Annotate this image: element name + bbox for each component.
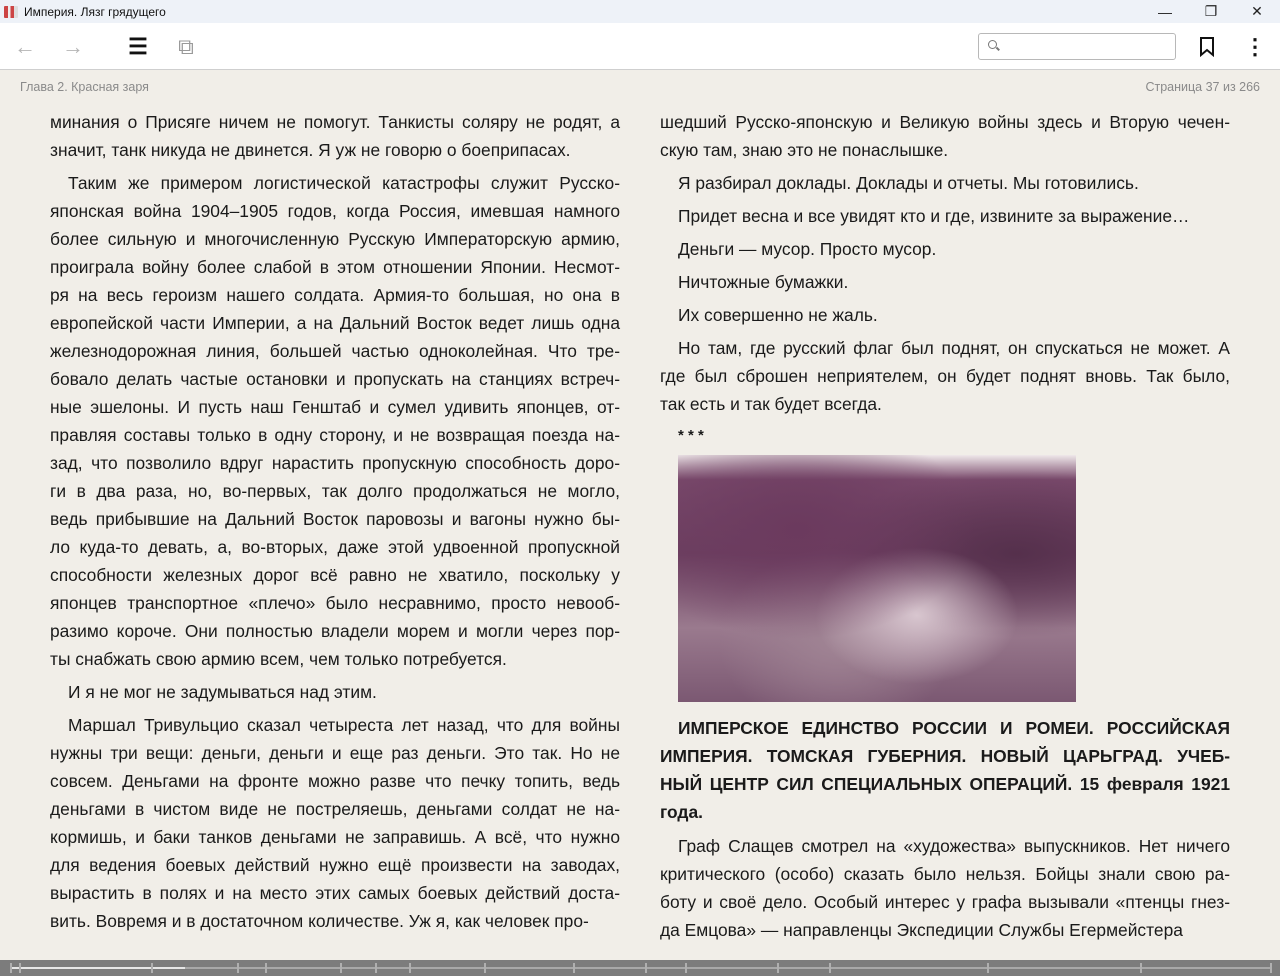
text-line: ты снабжать свою армию всем, чем только потребуется. bbox=[50, 649, 507, 669]
chapter-marker[interactable] bbox=[987, 963, 989, 973]
text-line: шедший Русско-японскую и Великую войны здесь и Вторую чечен- bbox=[660, 112, 1230, 132]
back-arrow-icon[interactable]: ← bbox=[14, 33, 36, 59]
paragraph bbox=[50, 678, 620, 706]
text-line: ло куда-то девать, а, во-вторых, даже этой удвоенной пропускной bbox=[50, 537, 620, 557]
paragraph bbox=[660, 169, 1230, 197]
text-line: ные эшелоны. И пусть наш Генштаб и сумел удивить японцев, от- bbox=[50, 397, 620, 417]
text-line: ря на весь героизм нашего солдата. Армия-то большая, но она в bbox=[50, 285, 620, 305]
chapter-marker[interactable] bbox=[573, 963, 575, 973]
left-page-column bbox=[50, 108, 620, 940]
progress-track bbox=[10, 967, 1270, 969]
forward-arrow-icon[interactable]: → bbox=[62, 33, 84, 59]
text-line: Но там, где русский флаг был поднят, он спускаться не может. А bbox=[678, 338, 1230, 358]
paragraph bbox=[50, 108, 620, 164]
text-line: разимо короче. Они полностью владели морем и могли через пор- bbox=[50, 621, 620, 641]
text-line: совсем. Деньгами на фронте можно разве что печку топить, ведь bbox=[50, 771, 620, 791]
text-line: Маршал Тривульцио сказал четыреста лет назад, что для войны bbox=[68, 715, 620, 735]
text-line: минания о Присяге ничем не помогут. Танкисты соляру не родят, а bbox=[50, 112, 620, 132]
chapter-marker[interactable] bbox=[685, 963, 687, 973]
text-line: где был сброшен неприятелем, он будет поднят вновь. Так было, bbox=[660, 366, 1230, 386]
paragraph bbox=[660, 832, 1230, 944]
bookmark-button[interactable] bbox=[1192, 23, 1222, 70]
search-box[interactable] bbox=[978, 33, 1176, 60]
chapter-marker[interactable] bbox=[19, 963, 21, 973]
text-line: Придет весна и все увидят кто и где, извините за выражение… bbox=[678, 206, 1190, 226]
chapter-marker[interactable] bbox=[645, 963, 647, 973]
text-line: способности железных дорог всё равно не хватило, поскольку у bbox=[50, 565, 620, 585]
heading-line: НЫЙ ЦЕНТР СИЛ СПЕЦИАЛЬНЫХ ОПЕРАЦИЙ. 15 февраля 1921 bbox=[660, 774, 1230, 794]
paragraph bbox=[50, 711, 620, 935]
section-heading bbox=[660, 714, 1230, 826]
heading-line: ИМПЕРИЯ. ТОМСКАЯ ГУБЕРНИЯ. НОВЫЙ ЦАРЬГРАД. УЧЕБ- bbox=[660, 746, 1230, 766]
text-line: кормишь, и баки танков деньгами не заправишь. А всё, что нужно bbox=[50, 827, 620, 847]
paragraph bbox=[660, 202, 1230, 230]
chapter-marker[interactable] bbox=[1270, 963, 1272, 973]
chapter-title: Глава 2. Красная заря bbox=[20, 80, 149, 94]
more-menu-icon[interactable]: ⋮ bbox=[1244, 33, 1266, 59]
text-line: вырастить в полях и на место этих самых боевых действий доста- bbox=[50, 883, 620, 903]
text-line: европейской части Империи, а на Дальний Восток ведет лишь одна bbox=[50, 313, 620, 333]
text-line: Граф Слащев смотрел на «художества» выпускников. Нет ничего bbox=[678, 836, 1230, 856]
chapter-marker[interactable] bbox=[777, 963, 779, 973]
text-line: скую там, знаю это не понаслышке. bbox=[660, 140, 949, 160]
text-line: вить. Вовремя и в достаточном количестве. Уж я, как человек про- bbox=[50, 911, 589, 931]
text-line: да Емцова» — направленцы Экспедиции Службы Егермейстера bbox=[660, 920, 1183, 940]
chapter-marker[interactable] bbox=[409, 963, 411, 973]
text-line: нужны три вещи: деньги, деньги и еще раз деньги. Это так. Но не bbox=[50, 743, 620, 763]
paragraph bbox=[660, 268, 1230, 296]
text-line: критического (особо) сказать было нельзя. Бойцы знали свою ра- bbox=[660, 864, 1230, 884]
bookmarks-list-icon[interactable]: ⧉ bbox=[178, 33, 194, 59]
minimize-button[interactable]: — bbox=[1158, 3, 1172, 20]
paragraph bbox=[660, 235, 1230, 263]
text-line: И я не мог не задумываться над этим. bbox=[68, 682, 377, 702]
text-line: ги в два раза, но, во-первых, так долго продолжаться не могло, bbox=[50, 481, 620, 501]
text-line: деньгами в чистом виде не постреляешь, деньгами солдат не на- bbox=[50, 799, 620, 819]
heading-line: ИМПЕРСКОЕ ЕДИНСТВО РОССИИ И РОМЕИ. РОССИЙСКАЯ bbox=[678, 718, 1230, 738]
illustration-soldiers-in-trench bbox=[678, 455, 1076, 702]
paragraph bbox=[660, 301, 1230, 329]
title-bar bbox=[0, 0, 1280, 23]
text-line: значит, танк никуда не двинется. Я уж не говорю о боеприпасах. bbox=[50, 140, 571, 160]
window-title: Империя. Лязг грядущего bbox=[24, 4, 166, 19]
heading-line: года. bbox=[660, 802, 703, 822]
progress-fill bbox=[10, 967, 185, 969]
search-input[interactable] bbox=[1003, 38, 1168, 56]
toolbar bbox=[0, 23, 1280, 70]
text-line: Я разбирал доклады. Доклады и отчеты. Мы готовились. bbox=[678, 173, 1139, 193]
restore-button[interactable]: ❐ bbox=[1204, 3, 1218, 19]
text-line: японцев транспортное «плечо» было несравнимо, просто невооб- bbox=[50, 593, 620, 613]
chapter-marker[interactable] bbox=[340, 963, 342, 973]
text-line: железнодорожная линия, большей частью одноколейная. Что тре- bbox=[50, 341, 620, 361]
paragraph bbox=[660, 108, 1230, 164]
text-line: Ничтожные бумажки. bbox=[678, 272, 849, 292]
text-line: для ведения боевых действий нужно ещё произвести на заводах, bbox=[50, 855, 620, 875]
chapter-marker[interactable] bbox=[151, 963, 153, 973]
app-book-icon bbox=[4, 6, 18, 18]
text-line: Деньги — мусор. Просто мусор. bbox=[678, 239, 937, 259]
chapter-marker[interactable] bbox=[484, 963, 486, 973]
close-button[interactable]: ✕ bbox=[1251, 3, 1263, 19]
text-line: более сильную и многочисленную Русскую Императорскую армию, bbox=[50, 229, 620, 249]
chapter-marker[interactable] bbox=[237, 963, 239, 973]
text-line: так есть и так будет всегда. bbox=[660, 394, 882, 414]
chapter-marker[interactable] bbox=[10, 963, 12, 973]
table-of-contents-icon[interactable]: ☰ bbox=[128, 33, 148, 59]
search-icon bbox=[988, 40, 997, 49]
right-page-column bbox=[660, 108, 1230, 949]
text-line: проиграла войну более слабой в этом отношении Японии. Несмот- bbox=[50, 257, 620, 277]
text-line: зад, что позволило вдруг нарастить пропускную способность доро- bbox=[50, 453, 620, 473]
paragraph bbox=[50, 169, 620, 673]
text-line: ведь прибывшие на Дальний Восток паровозы и вагоны нужно бы- bbox=[50, 509, 620, 529]
bookmark-icon bbox=[1199, 37, 1215, 57]
text-line: боту и своё дело. Особый интерес у графа вызывали «птенцы гнез- bbox=[660, 892, 1230, 912]
section-separator: * * * bbox=[678, 427, 704, 444]
paragraph bbox=[660, 334, 1230, 418]
chapter-marker[interactable] bbox=[265, 963, 267, 973]
reading-progress-bar[interactable] bbox=[0, 960, 1280, 976]
chapter-marker[interactable] bbox=[375, 963, 377, 973]
text-line: Таким же примером логистической катастрофы служит Русско- bbox=[68, 173, 620, 193]
text-line: бовало делать частые остановки и пропускать на станциях встреч- bbox=[50, 369, 620, 389]
text-line: японская война 1904–1905 годов, когда Россия, имевшая намного bbox=[50, 201, 620, 221]
page-indicator: Страница 37 из 266 bbox=[1145, 80, 1260, 94]
chapter-marker[interactable] bbox=[829, 963, 831, 973]
text-line: правляя составы только в одну сторону, и не возвращая поезда на- bbox=[50, 425, 620, 445]
chapter-marker[interactable] bbox=[1140, 963, 1142, 973]
text-line: Их совершенно не жаль. bbox=[678, 305, 878, 325]
